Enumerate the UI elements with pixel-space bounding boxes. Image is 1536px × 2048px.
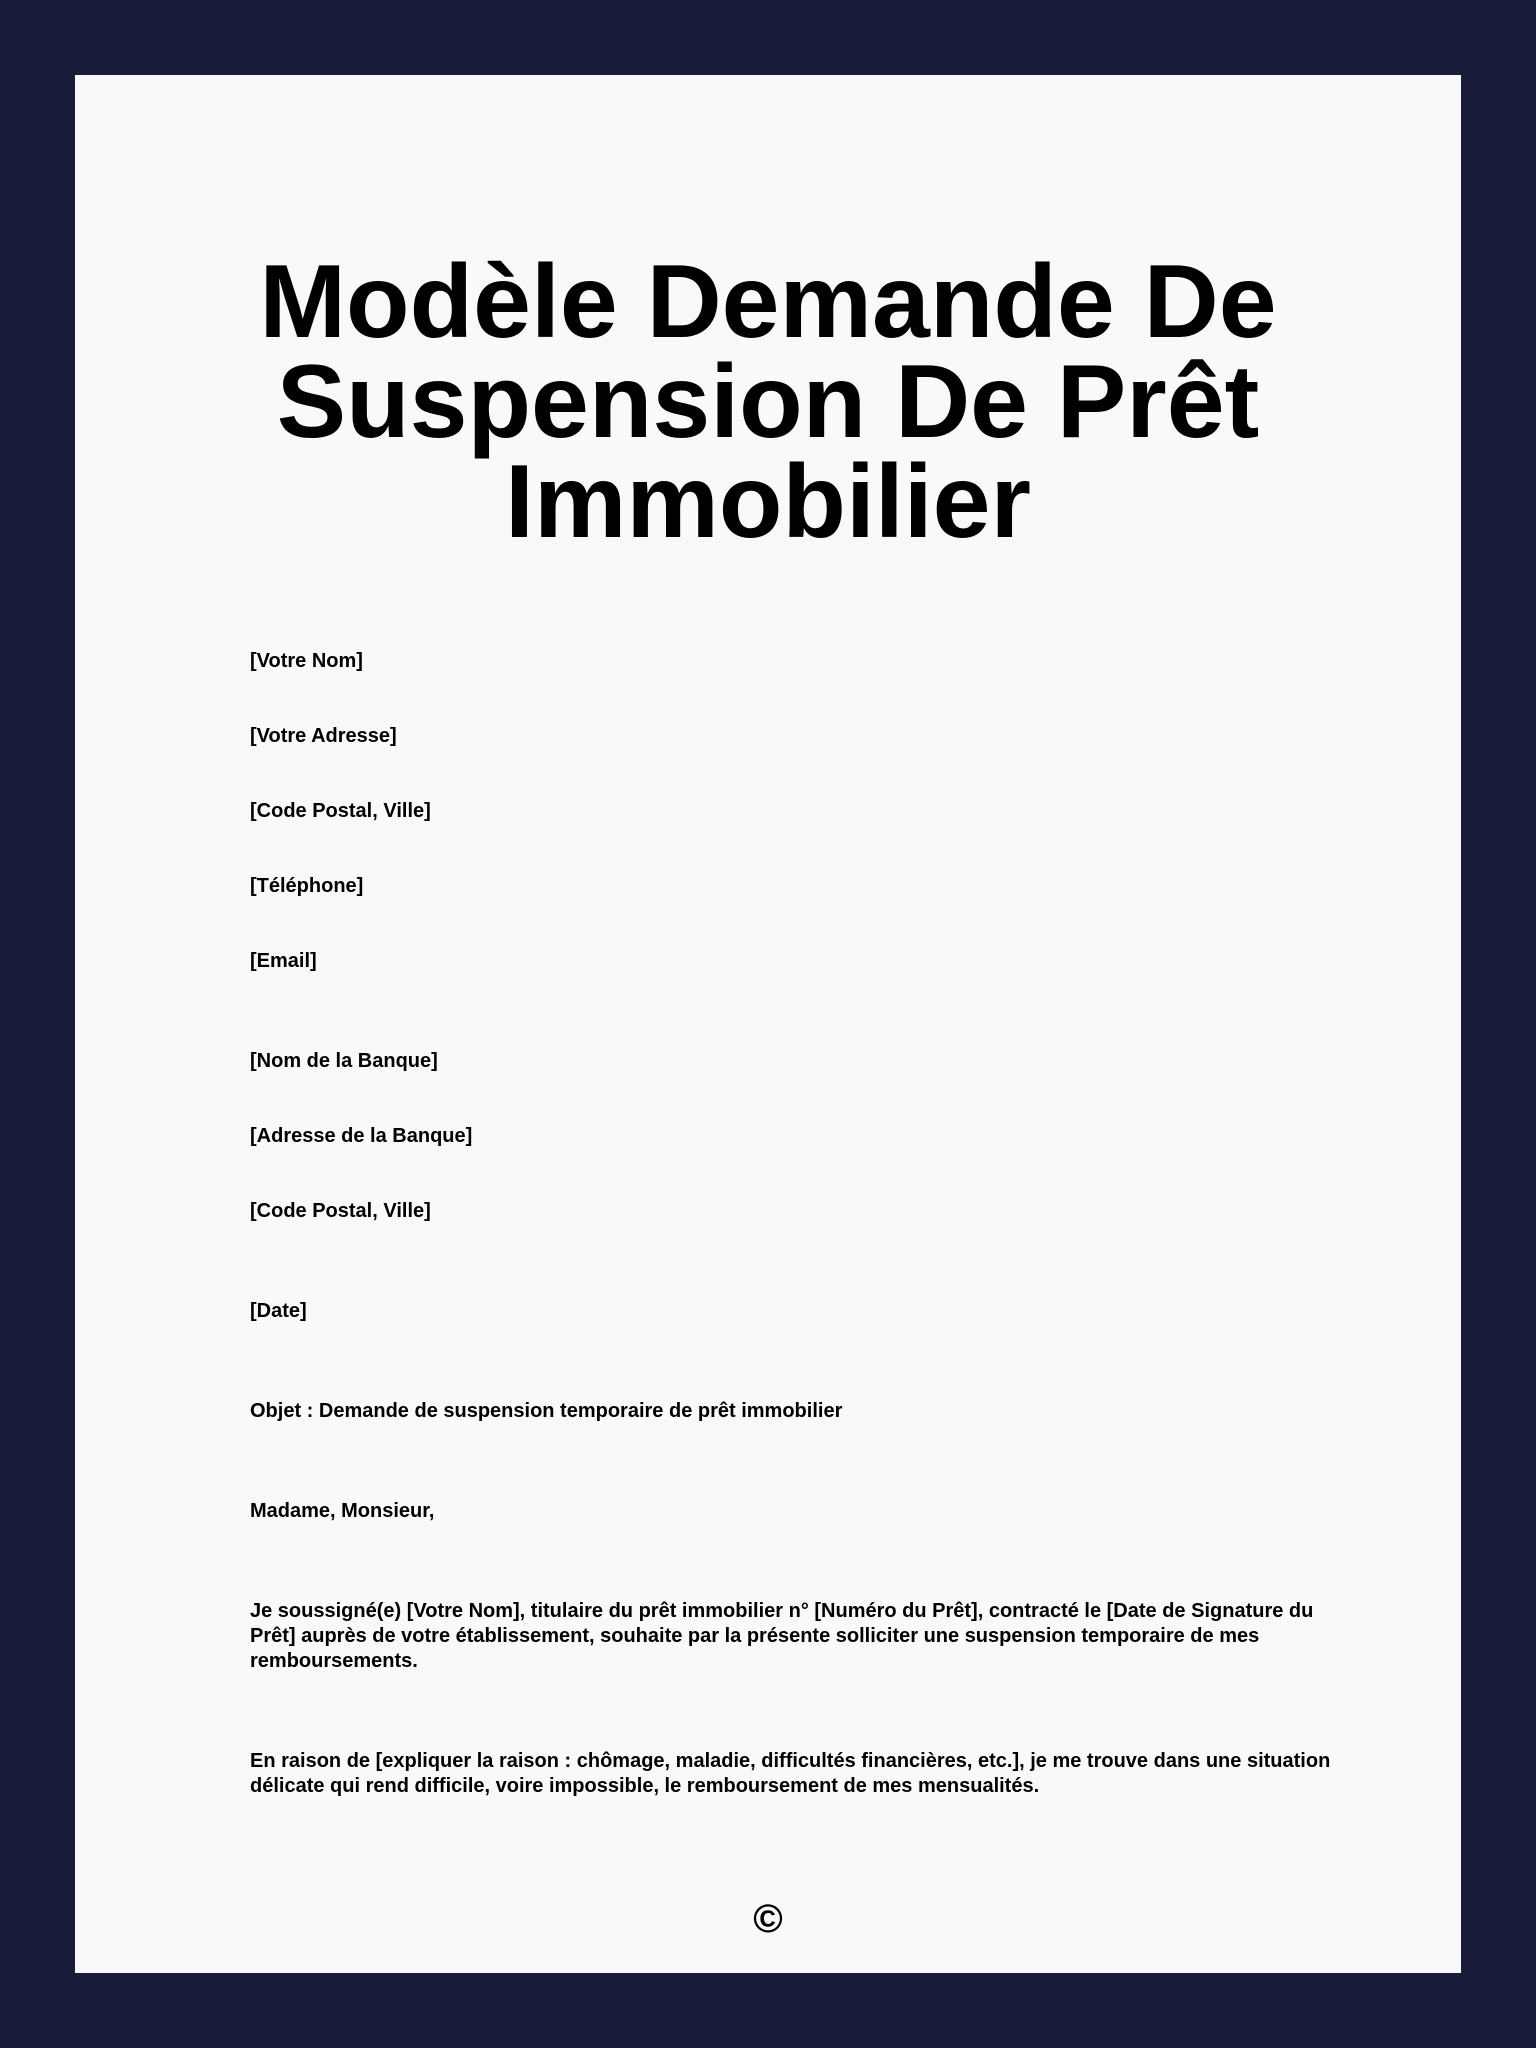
sender-email: [Email] (250, 950, 317, 972)
sender-address: [Votre Adresse] (250, 725, 397, 747)
recipient-bank-address: [Adresse de la Banque] (250, 1125, 473, 1147)
sender-postal-city: [Code Postal, Ville] (250, 800, 431, 822)
sender-phone: [Téléphone] (250, 875, 364, 897)
recipient-postal-city: [Code Postal, Ville] (250, 1200, 431, 1222)
letter-date: [Date] (250, 1300, 307, 1322)
letter-subject: Objet : Demande de suspension temporaire de prêt immobilier (250, 1400, 843, 1422)
letter-paragraph: En raison de [expliquer la raison : chômage, maladie, difficultés financières, etc.], je me trouve dans une situation délicate qui rend difficile, voire impossible, le remboursement de mes mensualités. (250, 1750, 1331, 1797)
document-title: Modèle Demande De Suspension De Prêt Immobilier (259, 244, 1277, 560)
letter-salutation: Madame, Monsieur, (250, 1500, 435, 1522)
sender-name: [Votre Nom] (250, 650, 363, 672)
copyright-icon: © (753, 1897, 783, 1941)
document-page (75, 75, 1461, 1973)
recipient-bank-name: [Nom de la Banque] (250, 1050, 438, 1072)
letter-paragraph: Je soussigné(e) [Votre Nom], titulaire du prêt immobilier n° [Numéro du Prêt], contracté le [Date de Signature du Prêt] auprès de votre établissement, souhaite par la présente solliciter une suspension temporaire de mes remboursements. (250, 1600, 1314, 1672)
